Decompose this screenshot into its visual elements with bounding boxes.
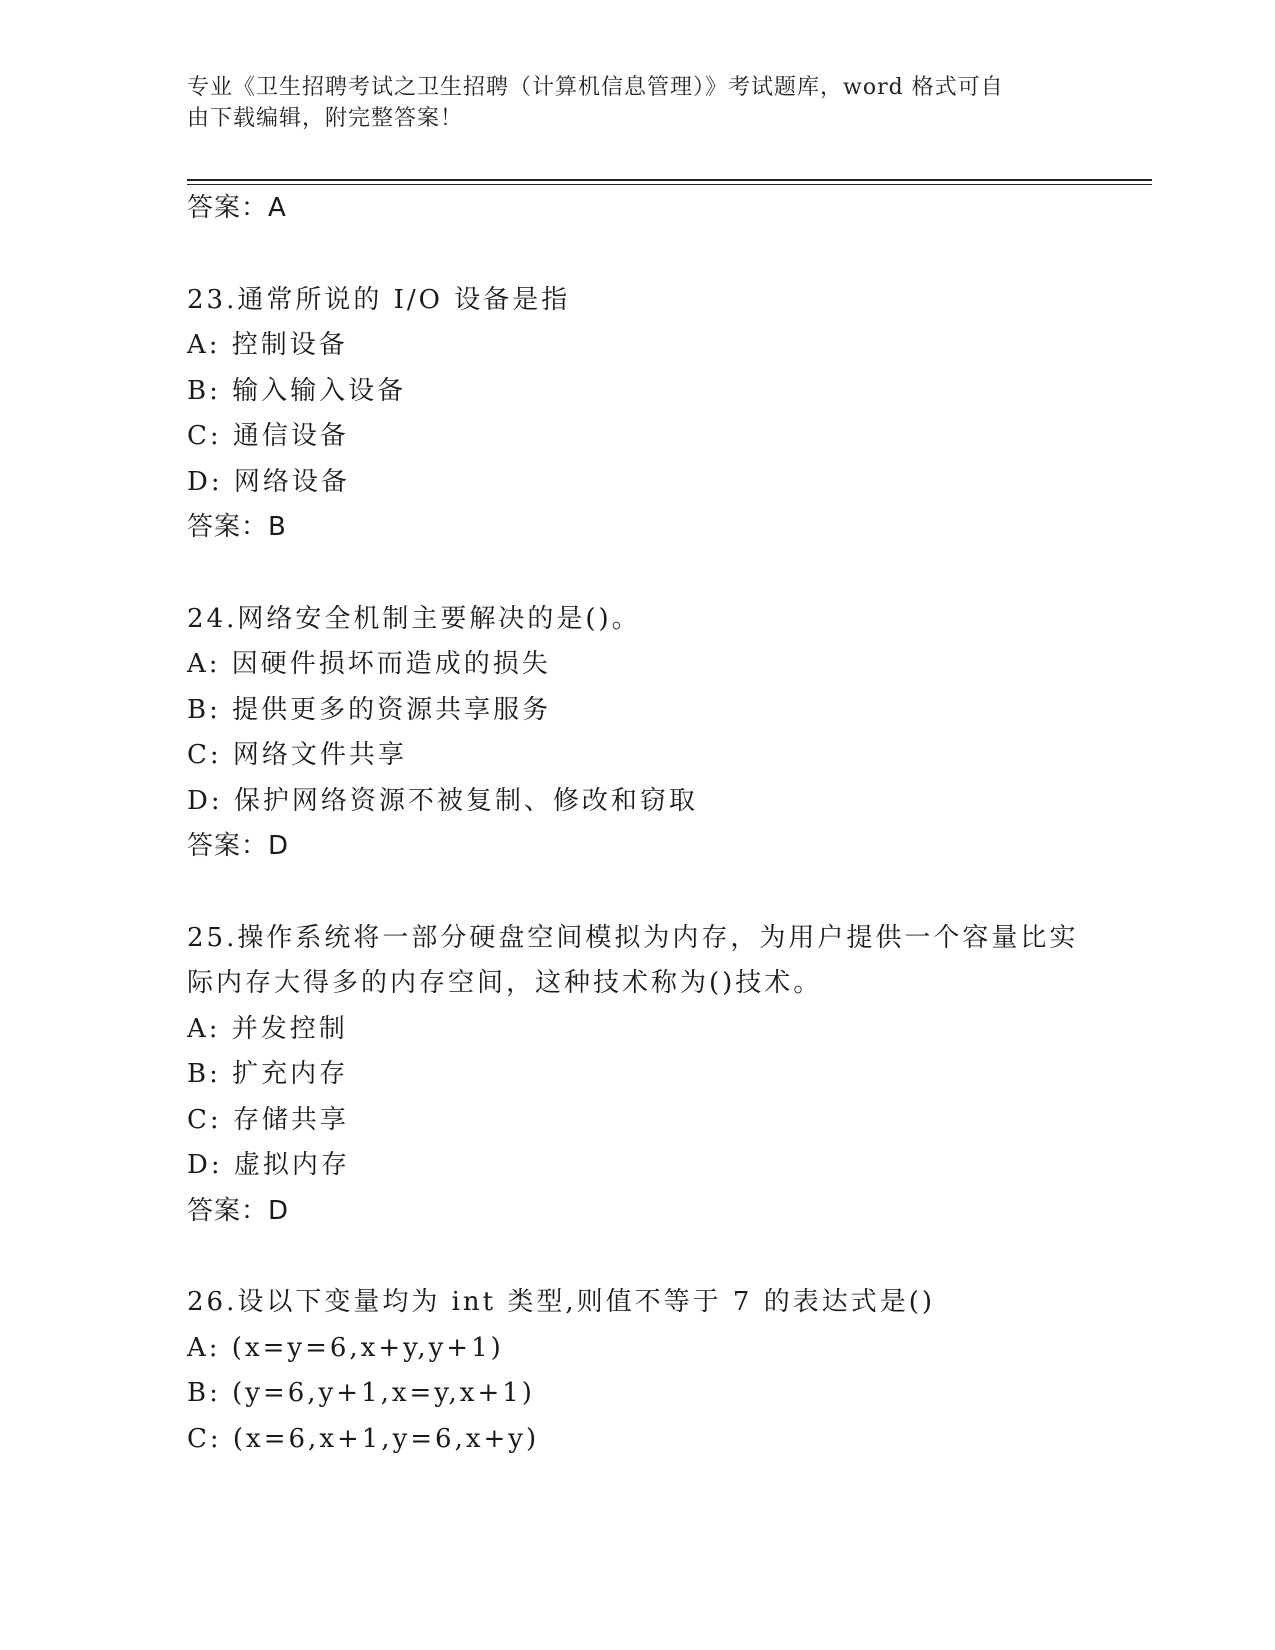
- option-b: B: 提供更多的资源共享服务: [187, 694, 552, 725]
- answer-label: 答案：A: [187, 193, 287, 223]
- header-line-1: 专业《卫生招聘考试之卫生招聘（计算机信息管理）》考试题库，word 格式可自: [187, 75, 1004, 100]
- option-b: B: (y=6,y+1,x=y,x+1): [187, 1378, 535, 1408]
- answer-label: 答案：D: [187, 1195, 290, 1226]
- option-a: A: 因硬件损坏而造成的损失: [187, 649, 551, 679]
- header-divider-thin: [187, 184, 1152, 185]
- question-block: [187, 278, 1152, 551]
- header-line-2: 由下载编辑，附完整答案！: [187, 106, 464, 131]
- question-stem: 24.网络安全机制主要解决的是()。: [187, 603, 641, 634]
- question-block: [187, 916, 1152, 1235]
- option-a: A: (x=y=6,x+y,y+1): [187, 1332, 504, 1363]
- spacer: [187, 551, 1152, 597]
- option-a: A: 并发控制: [187, 1013, 348, 1044]
- question-block: [187, 1280, 1152, 1462]
- option-c: C: 存储共享: [187, 1104, 349, 1135]
- document-header: [187, 72, 1087, 134]
- question-stem: 26.设以下变量均为 int 类型,则值不等于 7 的表达式是(): [187, 1287, 936, 1317]
- answer-label: 答案：B: [187, 512, 287, 542]
- question-block: [187, 597, 1152, 870]
- answer-label: 答案：D: [187, 831, 290, 861]
- spacer: [187, 870, 1152, 916]
- question-stem-line-1: 25.操作系统将一部分硬盘空间模拟为内存，为用户提供一个容量比实: [187, 922, 1079, 953]
- spacer: [187, 1234, 1152, 1280]
- option-d: D: 网络设备: [187, 466, 350, 497]
- option-c: C: 网络文件共享: [187, 740, 407, 770]
- option-a: A: 控制设备: [187, 330, 348, 360]
- option-d: D: 虚拟内存: [187, 1150, 350, 1180]
- spacer: [187, 232, 1152, 278]
- option-b: B: 输入输入设备: [187, 375, 407, 406]
- option-c: C: (x=6,x+1,y=6,x+y): [187, 1423, 540, 1454]
- question-list: [187, 186, 1152, 1462]
- option-b: B: 扩充内存: [187, 1059, 349, 1089]
- option-d: D: 保护网络资源不被复制、修改和窃取: [187, 785, 698, 816]
- header-divider-thick: [187, 179, 1152, 181]
- question-stem: 23.通常所说的 I/O 设备是指: [187, 284, 571, 315]
- question-stem-line-2: 际内存大得多的内存空间，这种技术称为()技术。: [187, 968, 823, 998]
- option-c: C: 通信设备: [187, 421, 349, 451]
